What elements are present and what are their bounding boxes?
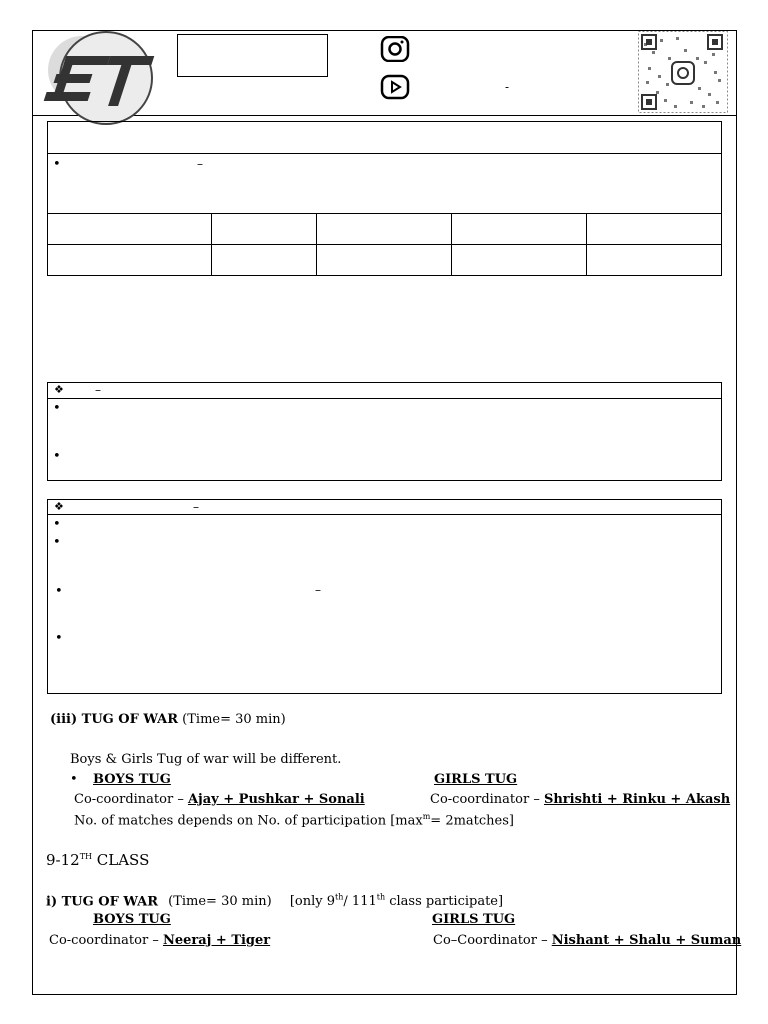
- matches-note-sup: m: [422, 812, 431, 821]
- box1-divider-1: [47, 153, 722, 154]
- coordinator-prefix: Co-coordinator –: [74, 792, 184, 807]
- boys-coordinator-names: Neeraj + Tiger: [162, 933, 271, 948]
- bullet: •: [70, 772, 78, 787]
- table-col-line-2: [316, 213, 317, 276]
- girls-coordinator-line: [433, 933, 741, 948]
- class-heading-a: 9-12: [46, 851, 80, 869]
- youtube-icon[interactable]: [380, 74, 410, 100]
- boys-coordinator-names: Ajay + Pushkar + Sonali: [187, 792, 365, 807]
- instagram-icon[interactable]: [380, 36, 410, 62]
- section-iii-heading: (iii) TUG OF WAR: [50, 712, 179, 727]
- boys-coordinator-line: [74, 792, 365, 807]
- box1-divider-2: [47, 213, 722, 214]
- dash: –: [95, 383, 101, 397]
- bullet: •: [53, 517, 61, 532]
- section-i-heading-line: [46, 893, 503, 909]
- info-box-2: [47, 382, 722, 481]
- matches-note: [74, 812, 514, 828]
- girls-coordinator-line: [430, 792, 730, 807]
- bullet: •: [53, 449, 61, 464]
- class-heading: [46, 851, 149, 869]
- section-i-note-c: class participate]: [385, 894, 504, 910]
- bullet: •: [53, 157, 61, 172]
- table-col-line-1: [211, 213, 212, 276]
- table-col-line-4: [586, 213, 587, 276]
- class-heading-sup: TH: [79, 852, 93, 861]
- qr-code[interactable]: [638, 31, 728, 113]
- girls-coordinator-names: Shrishti + Rinku + Akash: [543, 792, 731, 807]
- dash: –: [193, 500, 199, 514]
- boys-tug-label: BOYS TUG: [93, 772, 171, 787]
- box1-divider-3: [47, 244, 722, 245]
- et-logo: [38, 20, 168, 130]
- box3-divider: [47, 514, 722, 515]
- girls-tug-label: GIRLS TUG: [434, 772, 518, 787]
- class-heading-b: CLASS: [92, 851, 150, 869]
- boys-tug-label: BOYS TUG: [93, 912, 171, 927]
- info-box-1: [47, 121, 722, 276]
- section-iii-heading-line: [50, 712, 286, 727]
- section-i-note-a: [only 9: [289, 894, 336, 910]
- diamond-bullet-icon: ❖: [54, 500, 64, 513]
- section-i-note-sup2: th: [376, 893, 386, 902]
- bullet: •: [55, 631, 63, 646]
- coordinator-prefix: Co-coordinator –: [49, 933, 159, 948]
- girls-tug-label: GIRLS TUG: [432, 912, 516, 927]
- coordinator-prefix: Co-coordinator –: [430, 792, 540, 807]
- info-box-3: [47, 499, 722, 694]
- bullet: •: [55, 584, 63, 599]
- matches-note-b: = 2matches]: [430, 813, 514, 829]
- bullet: •: [53, 401, 61, 416]
- section-i-time: (Time= 30 min): [168, 894, 272, 910]
- matches-note-a: No. of matches depends on No. of participation [max: [74, 813, 423, 829]
- dash: –: [315, 583, 321, 597]
- boys-coordinator-line: [49, 933, 270, 948]
- box2-divider: [47, 398, 722, 399]
- table-col-line-3: [451, 213, 452, 276]
- section-i-heading: i) TUG OF WAR: [46, 894, 158, 910]
- section-i-note: [290, 894, 503, 909]
- header-mark: -: [505, 80, 510, 94]
- section-iii-note: Boys & Girls Tug of war will be different.: [70, 752, 342, 767]
- section-i-note-sup1: th: [335, 893, 344, 902]
- dash: –: [197, 157, 203, 171]
- diamond-bullet-icon: ❖: [54, 383, 64, 396]
- coordinator-prefix: Co–Coordinator –: [433, 933, 548, 948]
- header-blank-box: [177, 34, 328, 77]
- section-iii-time: (Time= 30 min): [182, 712, 286, 727]
- girls-coordinator-names: Nishant + Shalu + Suman: [551, 933, 742, 948]
- bullet: •: [53, 535, 61, 550]
- section-i-note-b: / 111: [343, 894, 377, 910]
